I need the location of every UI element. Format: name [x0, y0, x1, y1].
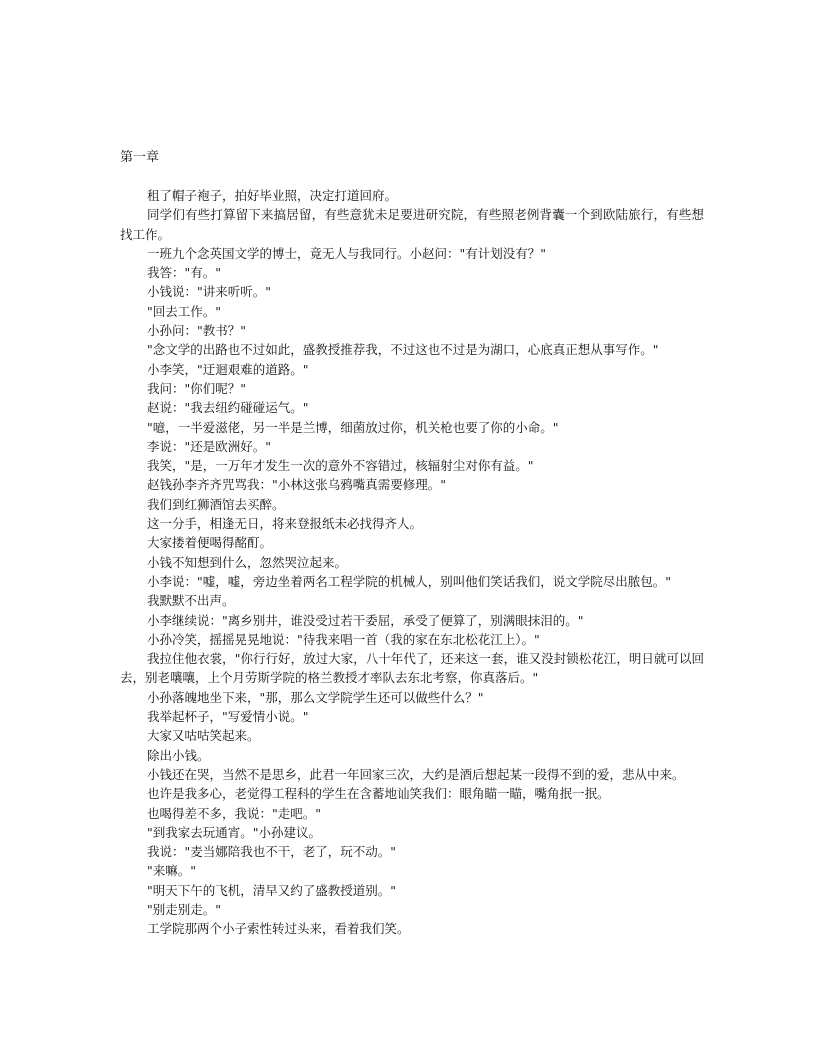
paragraph: 我们到红狮酒馆去买醉。: [147, 496, 285, 512]
paragraph: 租了帽子袍子，拍好毕业照，决定打道回府。: [147, 188, 398, 203]
paragraph: 也许是我多心，老觉得工程科的学生在含蓄地讪笑我们：眼角瞄一瞄，嘴角抿一抿。: [147, 786, 610, 802]
paragraph: 我答："有。": [147, 265, 221, 281]
paragraph: 我问："你们呢？": [147, 380, 246, 396]
paragraph: 除出小钱。: [147, 747, 210, 763]
paragraph: "噫，一半爱滋佬，另一半是兰博，细菌放过你，机关枪也要了你的小命。": [147, 419, 559, 435]
paragraph: 小孙落魄地坐下来，"那，那么文学院学生还可以做些什么？": [147, 689, 484, 705]
paragraph: 大家搂着便喝得酩酊。: [147, 535, 273, 551]
paragraph: 李说："还是欧洲好。": [147, 438, 271, 454]
paragraph: 小钱不知想到什么，忽然哭泣起来。: [147, 554, 348, 570]
paragraph: 小孙问："教书？": [147, 323, 246, 339]
document-page: [120, 148, 704, 939]
paragraph: 小李继续说："离乡别井，谁没受过若干委屈，承受了便算了，别满眼抹泪的。": [147, 612, 584, 628]
paragraph: 也喝得差不多，我说："走吧。": [147, 805, 321, 821]
paragraph: "到我家去玩通宵。"小孙建议。: [147, 824, 321, 840]
paragraph: 同学们有些打算留下来搞居留，有些意犹未足要进研究院，有些照老例背囊一个到欧陆旅行，有些想找工作。: [120, 207, 704, 242]
paragraph: "念文学的出路也不过如此，盛教授推荐我，不过这也不过是为湖口，心底真正想从事写作。": [147, 342, 659, 358]
paragraph: 小李说："嘘，嘘，旁边坐着两名工程学院的机械人，别叫他们笑话我们，说文学院尽出脓包。": [147, 573, 672, 589]
paragraph: "回去工作。": [147, 303, 221, 319]
paragraph: 这一分手，相逢无日，将来登报纸未必找得齐人。: [147, 516, 423, 532]
paragraph: 赵钱孙李齐齐咒骂我："小林这张乌鸦嘴真需要修理。": [147, 477, 447, 493]
chapter-title: 第一章: [120, 150, 160, 165]
paragraph: 赵说："我去纽约碰碰运气。": [147, 400, 309, 416]
paragraph: 小钱还在哭，当然不是思乡，此君一年回家三次，大约是酒后想起某一段得不到的爱，悲从中来。: [147, 766, 685, 782]
paragraph: 我举起杯子，"写爱情小说。": [147, 709, 309, 725]
paragraph: 小孙冷笑，摇摇晃晃地说："待我来唱一首（我的家在东北松花江上）。": [147, 631, 540, 647]
paragraph: "来嘛。": [147, 863, 196, 879]
chapter-body: [120, 186, 704, 939]
paragraph: 我说："麦当娜陪我也不干，老了，玩不动。": [147, 844, 396, 860]
paragraph: 大家又咕咕笑起来。: [147, 728, 260, 744]
paragraph: 我默默不出声。: [147, 593, 235, 609]
paragraph: 一班九个念英国文学的博士，竟无人与我同行。小赵问："有计划没有？": [147, 245, 547, 261]
paragraph: 工学院那两个小子索性转过头来，看着我们笑。: [147, 921, 410, 937]
paragraph: 我笑，"是，一万年才发生一次的意外不容错过，核辐射尘对你有益。": [147, 458, 534, 474]
paragraph: 小李笑，"迂迴艰难的道路。": [147, 361, 309, 377]
paragraph: "别走别走。": [147, 901, 221, 917]
paragraph: 小钱说："讲来听听。": [147, 284, 271, 300]
paragraph: "明天下午的飞机，清早又约了盛教授道别。": [147, 882, 396, 898]
paragraph: 我拉住他衣裳，"你行行好，放过大家，八十年代了，还来这一套，谁又没封锁松花江，明日就可以回去，别老嚷嚷，上个月劳斯学院的格兰教授才率队去东北考察，你真落后。": [120, 651, 704, 686]
